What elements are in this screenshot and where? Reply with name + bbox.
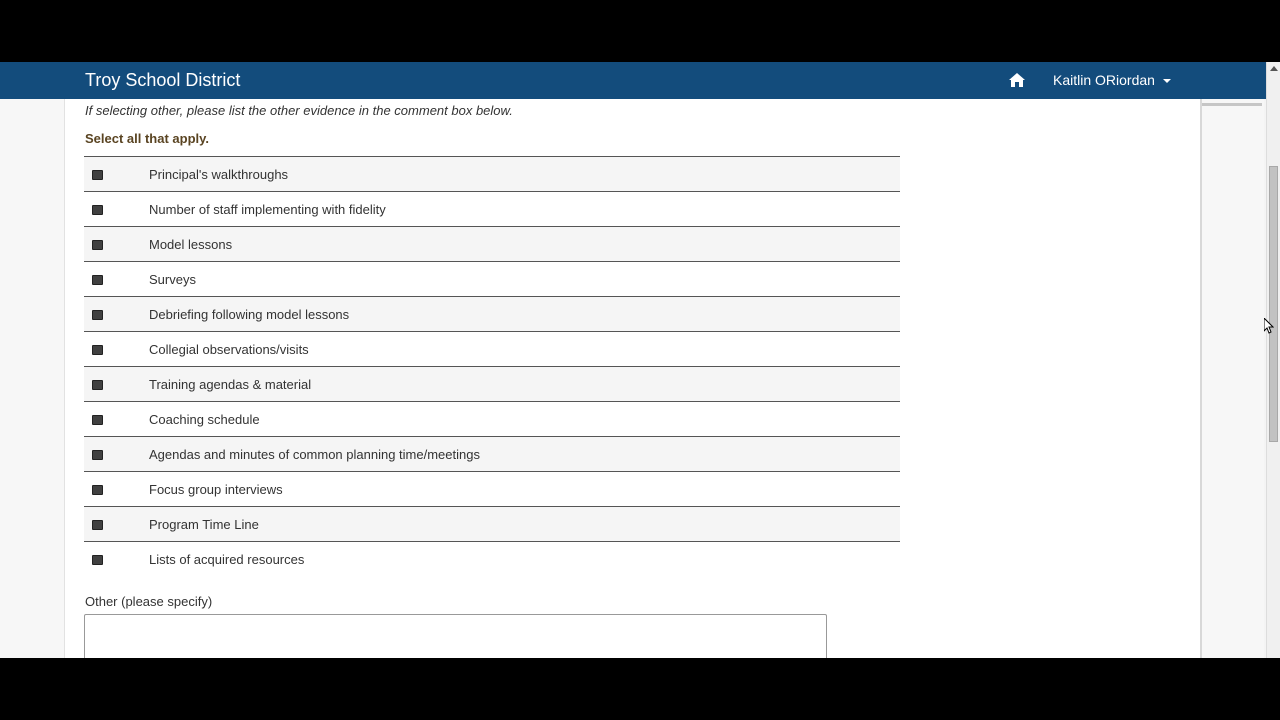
evidence-option[interactable]	[84, 227, 900, 262]
option-label: Program Time Line	[149, 517, 259, 532]
option-label: Training agendas & material	[149, 377, 312, 392]
evidence-option[interactable]	[84, 332, 900, 367]
brand-link[interactable]: Troy School District	[85, 70, 241, 90]
evidence-option[interactable]	[84, 507, 900, 542]
option-checkbox[interactable]	[92, 380, 103, 390]
option-checkbox[interactable]	[92, 555, 103, 565]
evidence-option[interactable]	[84, 437, 900, 472]
caret-down-icon	[1163, 79, 1171, 83]
option-label: Coaching schedule	[149, 412, 260, 427]
evidence-option[interactable]	[84, 157, 900, 192]
option-checkbox[interactable]	[92, 205, 103, 215]
scroll-thumb[interactable]	[1269, 166, 1278, 442]
option-label: Lists of acquired resources	[149, 552, 305, 567]
option-label: Focus group interviews	[149, 482, 283, 497]
option-label: Surveys	[149, 272, 196, 287]
option-checkbox[interactable]	[92, 310, 103, 320]
home-icon[interactable]	[1008, 71, 1026, 89]
option-label: Debriefing following model lessons	[149, 307, 350, 322]
option-label: Agendas and minutes of common planning time/meetings	[149, 447, 480, 462]
evidence-option[interactable]	[84, 367, 900, 402]
evidence-options-list	[84, 156, 900, 576]
left-gutter	[0, 99, 65, 658]
browser-viewport	[0, 62, 1280, 658]
other-instruction: If selecting other, please list the other evidence in the comment box below.	[85, 103, 513, 118]
scroll-up-arrow-icon[interactable]	[1270, 66, 1278, 71]
option-checkbox[interactable]	[92, 415, 103, 425]
option-label: Collegial observations/visits	[149, 342, 309, 357]
option-checkbox[interactable]	[92, 520, 103, 530]
option-checkbox[interactable]	[92, 450, 103, 460]
evidence-option[interactable]	[84, 262, 900, 297]
option-checkbox[interactable]	[92, 275, 103, 285]
user-name: Kaitlin ORiordan	[1053, 72, 1155, 88]
survey-form	[65, 99, 1202, 658]
evidence-option[interactable]	[84, 192, 900, 227]
top-navbar	[0, 62, 1266, 99]
evidence-option[interactable]	[84, 472, 900, 507]
option-checkbox[interactable]	[92, 170, 103, 180]
option-checkbox[interactable]	[92, 345, 103, 355]
page-scrollbar[interactable]	[1266, 62, 1280, 658]
right-gutter	[1202, 99, 1264, 658]
divider	[1202, 103, 1262, 106]
option-label: Model lessons	[149, 237, 233, 252]
other-comment-textarea[interactable]	[84, 614, 827, 658]
user-menu-dropdown[interactable]	[1053, 72, 1171, 88]
option-label: Number of staff implementing with fidelity	[149, 202, 386, 217]
option-checkbox[interactable]	[92, 485, 103, 495]
other-label: Other (please specify)	[85, 594, 213, 609]
option-checkbox[interactable]	[92, 240, 103, 250]
evidence-option[interactable]	[84, 297, 900, 332]
evidence-option[interactable]	[84, 542, 900, 576]
option-label: Principal's walkthroughs	[149, 167, 289, 182]
select-all-hint: Select all that apply.	[85, 131, 210, 146]
mouse-cursor-icon	[1264, 318, 1274, 334]
evidence-option[interactable]	[84, 402, 900, 437]
